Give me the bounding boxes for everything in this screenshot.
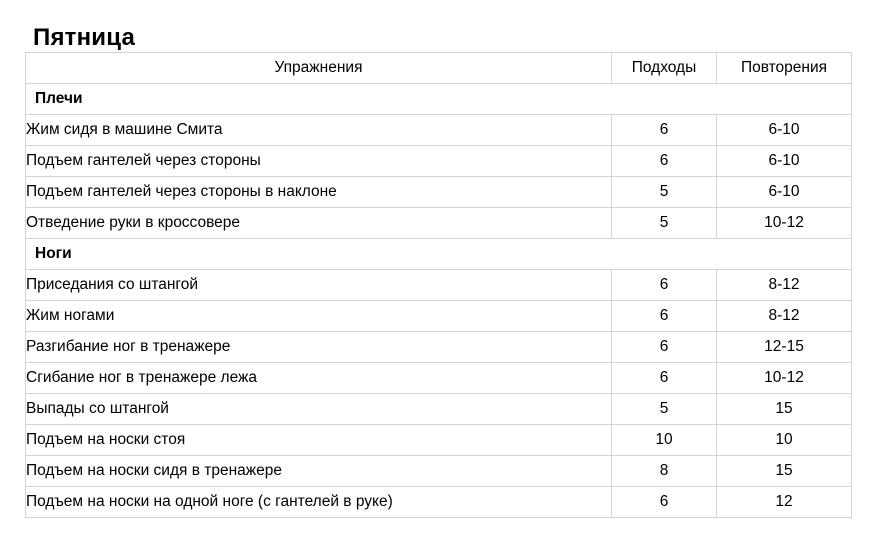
table-header-row bbox=[26, 53, 852, 84]
reps-value: 6-10 bbox=[717, 177, 852, 208]
reps-value: 8-12 bbox=[717, 301, 852, 332]
sets-value: 6 bbox=[612, 363, 717, 394]
section-row-shoulders bbox=[26, 84, 852, 115]
reps-value: 12 bbox=[717, 487, 852, 518]
table-row bbox=[26, 146, 852, 177]
reps-value: 10-12 bbox=[717, 363, 852, 394]
exercise-name: Выпады со штангой bbox=[26, 394, 612, 425]
section-row-legs bbox=[26, 239, 852, 270]
table-row bbox=[26, 115, 852, 146]
reps-value: 15 bbox=[717, 456, 852, 487]
table-row bbox=[26, 456, 852, 487]
workout-table bbox=[25, 52, 852, 518]
sets-value: 8 bbox=[612, 456, 717, 487]
sets-value: 6 bbox=[612, 301, 717, 332]
table-row bbox=[26, 270, 852, 301]
sets-value: 6 bbox=[612, 146, 717, 177]
sets-value: 5 bbox=[612, 208, 717, 239]
exercise-name: Разгибание ног в тренажере bbox=[26, 332, 612, 363]
table-row bbox=[26, 177, 852, 208]
reps-value: 15 bbox=[717, 394, 852, 425]
table-row bbox=[26, 208, 852, 239]
reps-value: 6-10 bbox=[717, 115, 852, 146]
exercise-name: Подъем на носки на одной ноге (с гантелей в руке) bbox=[26, 487, 612, 518]
exercise-name: Жим ногами bbox=[26, 301, 612, 332]
sets-value: 10 bbox=[612, 425, 717, 456]
exercise-name: Приседания со штангой bbox=[26, 270, 612, 301]
reps-value: 8-12 bbox=[717, 270, 852, 301]
section-title: Ноги bbox=[26, 239, 612, 270]
sets-value: 6 bbox=[612, 115, 717, 146]
table-row bbox=[26, 363, 852, 394]
reps-value: 6-10 bbox=[717, 146, 852, 177]
exercise-name: Отведение руки в кроссовере bbox=[26, 208, 612, 239]
sets-value: 6 bbox=[612, 487, 717, 518]
sets-value: 5 bbox=[612, 177, 717, 208]
table-row bbox=[26, 394, 852, 425]
sets-value: 6 bbox=[612, 270, 717, 301]
reps-value: 10-12 bbox=[717, 208, 852, 239]
table-row bbox=[26, 332, 852, 363]
exercise-name: Подъем гантелей через стороны в наклоне bbox=[26, 177, 612, 208]
exercise-name: Подъем на носки сидя в тренажере bbox=[26, 456, 612, 487]
reps-value: 12-15 bbox=[717, 332, 852, 363]
table-row bbox=[26, 425, 852, 456]
section-title: Плечи bbox=[26, 84, 612, 115]
table-row bbox=[26, 301, 852, 332]
table-row bbox=[26, 487, 852, 518]
exercise-name: Сгибание ног в тренажере лежа bbox=[26, 363, 612, 394]
sets-value: 5 bbox=[612, 394, 717, 425]
exercise-name: Жим сидя в машине Смита bbox=[26, 115, 612, 146]
exercise-name: Подъем на носки стоя bbox=[26, 425, 612, 456]
header-sets: Подходы bbox=[612, 53, 717, 84]
page-title: Пятница bbox=[33, 24, 136, 51]
header-reps: Повторения bbox=[717, 53, 852, 84]
sets-value: 6 bbox=[612, 332, 717, 363]
reps-value: 10 bbox=[717, 425, 852, 456]
exercise-name: Подъем гантелей через стороны bbox=[26, 146, 612, 177]
header-exercises: Упражнения bbox=[26, 53, 612, 84]
